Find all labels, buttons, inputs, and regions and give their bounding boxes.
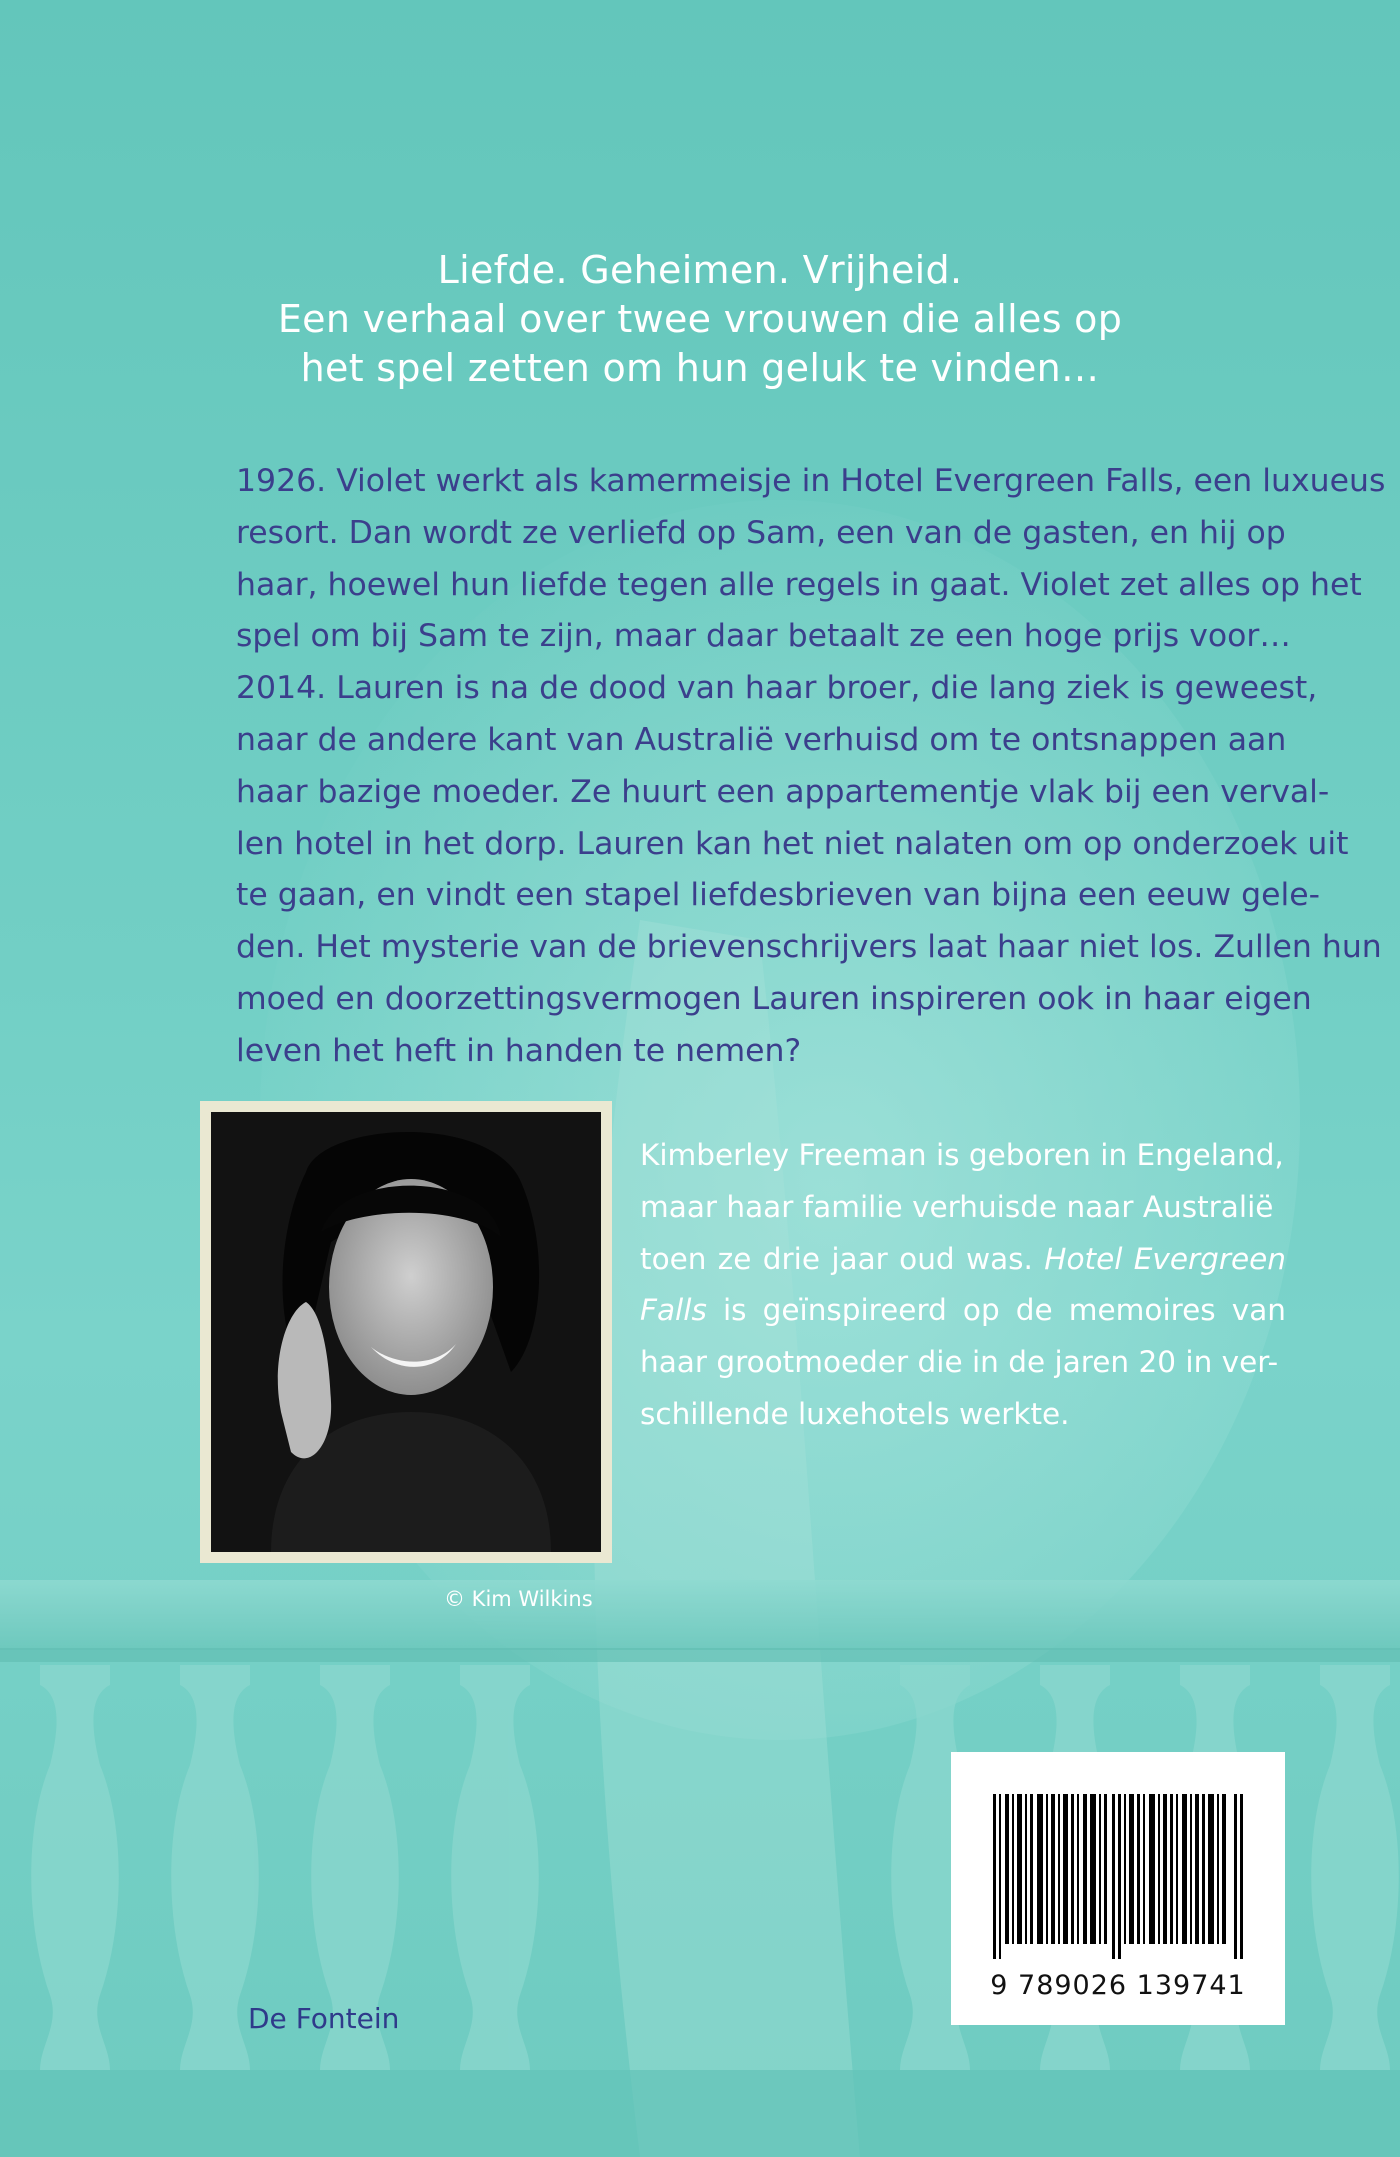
blurb-line: 1926. Violet werkt als kamermeisje in Hotel Evergreen Falls, een luxueus — [236, 463, 1386, 499]
blurb-line: spel om bij Sam te zijn, maar daar betaalt ze een hoge prijs voor… — [236, 618, 1291, 655]
barcode-icon — [993, 1794, 1243, 1959]
author-bio-text: is geïnspireerd op de memoires van — [722, 1293, 1286, 1328]
tagline-line: Een verhaal over twee vrouwen die alles op — [277, 297, 1123, 341]
author-photo — [211, 1112, 601, 1552]
blurb-line: haar, hoewel hun liefde tegen alle regels in gaat. Violet zet alles op het — [236, 566, 1362, 603]
photo-credit: © Kim Wilkins — [444, 1587, 593, 1611]
blurb-line: den. Het mysterie van de brievenschrijvers laat haar niet los. Zullen hun — [236, 929, 1382, 966]
author-bio-line — [640, 1285, 1286, 1337]
isbn-number: 9 789026 139741 — [990, 1970, 1246, 2001]
blurb-line: leven het heft in handen te nemen? — [236, 1032, 802, 1069]
publisher-name: De Fontein — [248, 2002, 400, 2035]
isbn-barcode — [951, 1752, 1285, 2025]
book-title-italic: Falls — [640, 1293, 707, 1328]
blurb-line: te gaan, en vindt een stapel liefdesbrieven van bijna een eeuw gele- — [236, 877, 1320, 914]
blurb-line: moed en doorzettingsvermogen Lauren inspireren ook in haar eigen — [236, 980, 1312, 1017]
blurb-line: len hotel in het dorp. Lauren kan het niet nalaten om op onderzoek uit — [236, 825, 1349, 862]
author-photo-frame — [200, 1101, 612, 1563]
book-title-italic: Hotel Evergreen — [1044, 1241, 1286, 1276]
tagline — [200, 246, 1200, 393]
author-bio-line: haar grootmoeder die in de jaren 20 in ver- — [640, 1345, 1279, 1380]
author-bio-line — [640, 1234, 1286, 1286]
tagline-line: Liefde. Geheimen. Vrijheid. — [437, 248, 963, 292]
blurb-line: resort. Dan wordt ze verliefd op Sam, een van de gasten, en hij op — [236, 514, 1286, 551]
author-bio-line: schillende luxehotels werkte. — [640, 1396, 1070, 1431]
author-bio-line: Kimberley Freeman is geboren in Engeland, — [640, 1138, 1284, 1172]
blurb-line: 2014. Lauren is na de dood van haar broer, die lang ziek is geweest, — [236, 670, 1318, 707]
author-bio — [640, 1130, 1286, 1441]
blurb-line: haar bazige moeder. Ze huurt een appartementje vlak bij een verval- — [236, 773, 1330, 810]
tagline-line: het spel zetten om hun geluk te vinden… — [300, 346, 1100, 390]
author-bio-line: maar haar familie verhuisde naar Australië — [640, 1189, 1274, 1224]
blurb-text — [236, 456, 1386, 1078]
blurb-line: naar de andere kant van Australië verhuisd om te ontsnappen aan — [236, 721, 1287, 758]
author-bio-text: toen ze drie jaar oud was. — [640, 1241, 1033, 1276]
